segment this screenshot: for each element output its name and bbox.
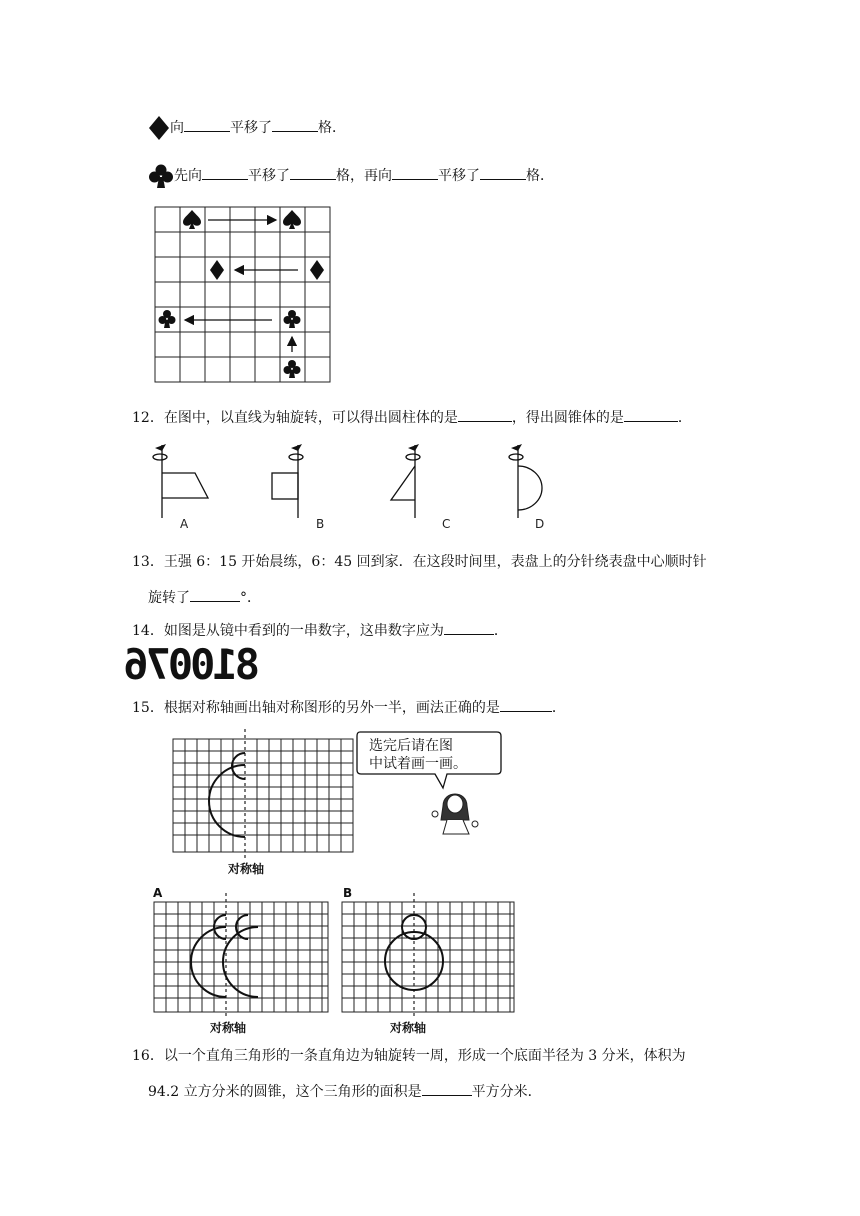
spade-icon [183, 210, 201, 229]
club-icon [284, 360, 301, 378]
direction-blank[interactable] [184, 117, 230, 132]
mirrored-digits: 810076 [126, 640, 260, 689]
shape-b [272, 444, 303, 518]
diamond-icon [210, 260, 224, 280]
q14-prompt: 14．如图是从镜中看到的一串数字，这串数字应为 [132, 623, 444, 639]
shape-d [509, 444, 542, 518]
option-a-grid [148, 885, 333, 1035]
shape-c [391, 444, 420, 518]
rotation-shapes-figure [140, 440, 560, 535]
girl-illustration-icon [432, 794, 478, 834]
translation-grid-figure [150, 202, 335, 387]
second-direction-blank[interactable] [392, 165, 438, 180]
second-distance-blank[interactable] [480, 165, 526, 180]
grid-unit-label-2: 格． [526, 168, 554, 184]
label-a: A [180, 517, 189, 531]
digits-blank[interactable] [444, 620, 494, 635]
q12-prompt: 12．在图中，以直线为轴旋转，可以得出圆柱体的是 [132, 410, 458, 426]
area-blank[interactable] [422, 1081, 472, 1096]
option-a-label: A [153, 886, 163, 900]
question-14-text [132, 620, 508, 641]
question-12-text [132, 407, 692, 428]
first-direction-blank[interactable] [202, 165, 248, 180]
option-b-label: B [343, 886, 353, 900]
area-unit: 平方分米． [471, 1084, 542, 1100]
cone-blank[interactable] [624, 407, 678, 422]
q16-prompt: 94.2 立方分米的圆锥，这个三角形的面积是 [148, 1084, 422, 1100]
spade-icon [283, 210, 301, 229]
grid-lines [155, 207, 330, 382]
q15-end: ． [551, 700, 566, 716]
moved-label: 平移了 [230, 120, 272, 136]
option-b-grid [338, 885, 518, 1035]
q13-prompt: 旋转了 [148, 590, 190, 606]
first-direction-label: 先向 [174, 168, 202, 184]
distance-blank[interactable] [272, 117, 318, 132]
axis-label: 对称轴 [228, 862, 265, 875]
club-icon [159, 310, 176, 328]
club-icon [284, 310, 301, 328]
club-icon [148, 163, 174, 189]
label-b: B [316, 517, 325, 531]
question-13-line2 [148, 587, 261, 608]
cylinder-blank[interactable] [458, 407, 512, 422]
diamond-translation-line [148, 115, 346, 141]
direction-label: 向 [170, 120, 184, 136]
diamond-icon [148, 115, 170, 141]
then-label: 格，再向 [336, 168, 392, 184]
axis-label: 对称轴 [210, 1021, 247, 1035]
moved-label: 平移了 [248, 168, 290, 184]
q12-prompt-b: ，得出圆锥体的是 [511, 410, 624, 426]
question-15-text [132, 697, 566, 718]
speech-line-2: 中试着画一画。 [369, 756, 467, 772]
symmetry-question-grid [170, 725, 360, 875]
label-c: C [442, 517, 451, 531]
first-distance-blank[interactable] [290, 165, 336, 180]
question-16-line1: 16．以一个直角三角形的一条直角边为轴旋转一周，形成一个底面半径为 3 分米，体积为 [132, 1048, 686, 1064]
moved-label-2: 平移了 [438, 168, 480, 184]
shape-a [153, 444, 208, 518]
label-d: D [535, 517, 545, 531]
club-translation-line [148, 163, 554, 189]
speech-line-1: 选完后请在图 [369, 738, 453, 754]
q12-end: ． [677, 410, 692, 426]
diamond-icon [310, 260, 324, 280]
hint-speech-bubble [355, 728, 505, 838]
answer-blank[interactable] [500, 697, 552, 712]
degree-unit: °． [240, 590, 261, 606]
q14-end: ． [493, 623, 508, 639]
large-half-circle [209, 765, 245, 837]
axis-label: 对称轴 [390, 1021, 427, 1035]
question-13-line1: 13．王强 6：15 开始晨练，6：45 回到家．在这段时间里，表盘上的分针绕表盘中心顺时针 [132, 554, 707, 570]
q15-prompt: 15．根据对称轴画出轴对称图形的另外一半，画法正确的是 [132, 700, 500, 716]
question-16-line2 [148, 1081, 542, 1102]
grid-unit-label: 格． [318, 120, 346, 136]
angle-blank[interactable] [190, 587, 240, 602]
